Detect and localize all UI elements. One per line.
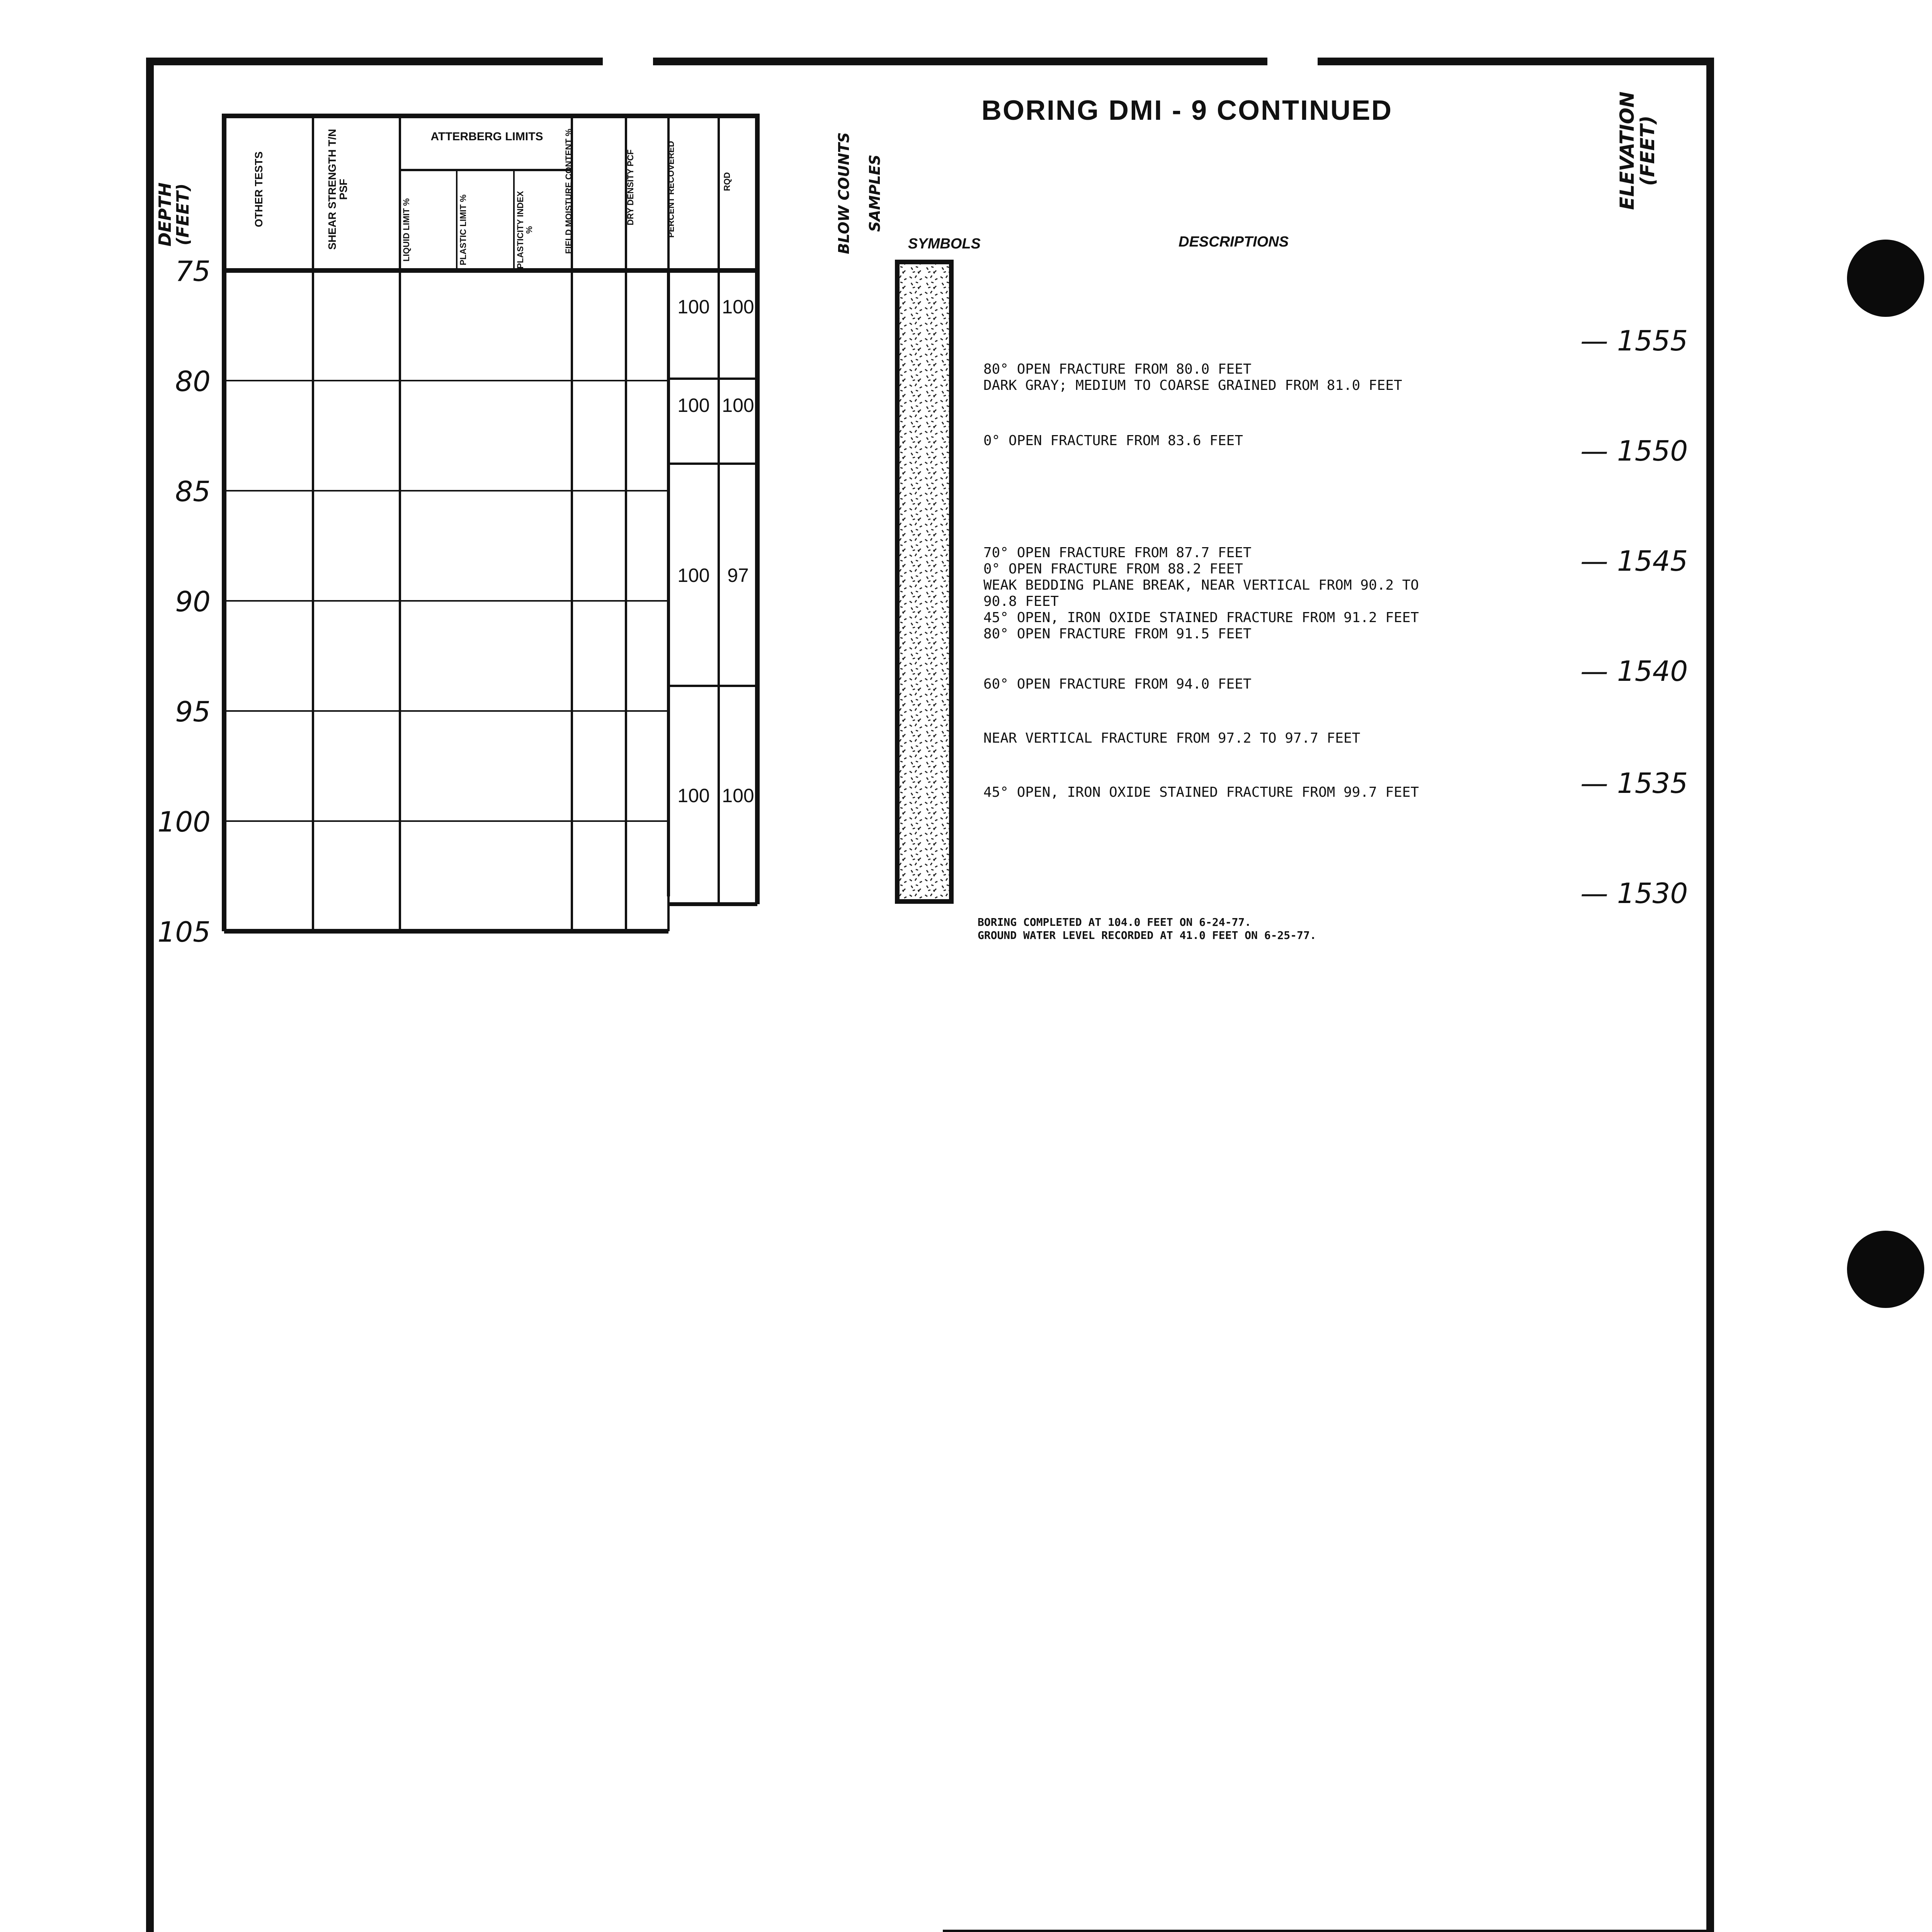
col-other-tests: OTHER TESTS bbox=[253, 151, 265, 228]
depth-tick: 100 bbox=[157, 806, 211, 838]
percent-recovered-value: 100 bbox=[677, 785, 710, 806]
binding-gap bbox=[603, 50, 653, 66]
elevation-tick: — 1555 bbox=[1580, 325, 1688, 357]
binding-gap bbox=[1267, 50, 1318, 66]
samples-label: SAMPLES bbox=[866, 155, 883, 232]
elevation-tick: — 1540 bbox=[1580, 655, 1688, 687]
depth-tick: 85 bbox=[175, 475, 211, 508]
boring-title: BORING DMI - 9 CONTINUED bbox=[981, 95, 1393, 126]
depth-label: DEPTH (FEET) bbox=[155, 182, 193, 247]
col-plasticity-index: PLASTICITY INDEX % bbox=[515, 191, 534, 269]
description-entry: 45° OPEN, IRON OXIDE STAINED FRACTURE FROM 99.7 FEET bbox=[983, 784, 1419, 800]
depth-tick: 90 bbox=[175, 585, 211, 618]
elevation-tick: — 1530 bbox=[1580, 877, 1688, 910]
elevation-tick: — 1550 bbox=[1580, 435, 1688, 467]
col-atterberg: ATTERBERG LIMITS bbox=[430, 130, 543, 143]
col-shear-strength: SHEAR STRENGTH T/N PSF bbox=[326, 129, 350, 250]
col-dry-density: DRY DENSITY PCF bbox=[626, 149, 635, 226]
col-field-moisture: FIELD MOISTURE CONTENT % bbox=[564, 129, 573, 254]
symbols-label: SYMBOLS bbox=[908, 236, 981, 252]
elevation-label: ELEVATION (FEET) bbox=[1616, 91, 1659, 210]
blow-counts-samples-label bbox=[821, 124, 883, 263]
elevation-tick: — 1545 bbox=[1580, 545, 1688, 577]
blow-counts-label: BLOW COUNTS bbox=[835, 132, 852, 254]
punch-hole bbox=[1847, 240, 1924, 317]
description-entry: NEAR VERTICAL FRACTURE FROM 97.2 TO 97.7 FEET bbox=[983, 730, 1361, 746]
col-percent-recovered: PERCENT RECOVERED bbox=[666, 141, 676, 238]
rqd-value: 100 bbox=[722, 296, 754, 318]
percent-recovered-value: 100 bbox=[677, 296, 710, 318]
rqd-value: 100 bbox=[722, 785, 754, 806]
description-entry: 80° OPEN FRACTURE FROM 80.0 FEET DARK GRAY; MEDIUM TO COARSE GRAINED FROM 81.0 FEET bbox=[983, 361, 1402, 393]
description-entry: 0° OPEN FRACTURE FROM 83.6 FEET bbox=[983, 433, 1243, 449]
col-rqd: RQD bbox=[722, 172, 732, 191]
note-groundwater: GROUND WATER LEVEL RECORDED AT 41.0 FEET ON 6-25-77. bbox=[978, 929, 1316, 942]
title-block-grid bbox=[939, 1928, 1708, 1932]
depth-tick: 95 bbox=[175, 696, 211, 728]
note-completed: BORING COMPLETED AT 104.0 FEET ON 6-24-77. bbox=[978, 916, 1252, 929]
elevation-tick: — 1535 bbox=[1580, 767, 1688, 799]
depth-tick: 75 bbox=[175, 255, 211, 287]
depth-tick: 80 bbox=[175, 365, 211, 398]
descriptions-label: DESCRIPTIONS bbox=[1179, 234, 1289, 250]
col-liquid-limit: LIQUID LIMIT % bbox=[401, 198, 411, 262]
percent-recovered-value: 100 bbox=[677, 565, 710, 586]
rqd-value: 100 bbox=[722, 395, 754, 416]
rock-symbol-column bbox=[893, 259, 962, 908]
description-entry: 60° OPEN FRACTURE FROM 94.0 FEET bbox=[983, 676, 1252, 692]
rqd-value: 97 bbox=[727, 565, 749, 586]
punch-hole bbox=[1847, 1231, 1924, 1308]
depth-tick: 105 bbox=[157, 916, 211, 948]
boring-notes bbox=[978, 916, 1316, 942]
percent-recovered-value: 100 bbox=[677, 395, 710, 416]
description-entry: 70° OPEN FRACTURE FROM 87.7 FEET 0° OPEN FRACTURE FROM 88.2 FEET WEAK BEDDING PLANE BREAK, NEAR VERTICAL FROM 90.2 TO 90.8 FEET 45° OPEN, IRON OXIDE STAINED FRACTURE FROM 91.2 FEET 80° OPEN FRACTURE FROM 91.5 FEET bbox=[983, 545, 1419, 642]
col-plastic-limit: PLASTIC LIMIT % bbox=[458, 194, 468, 265]
